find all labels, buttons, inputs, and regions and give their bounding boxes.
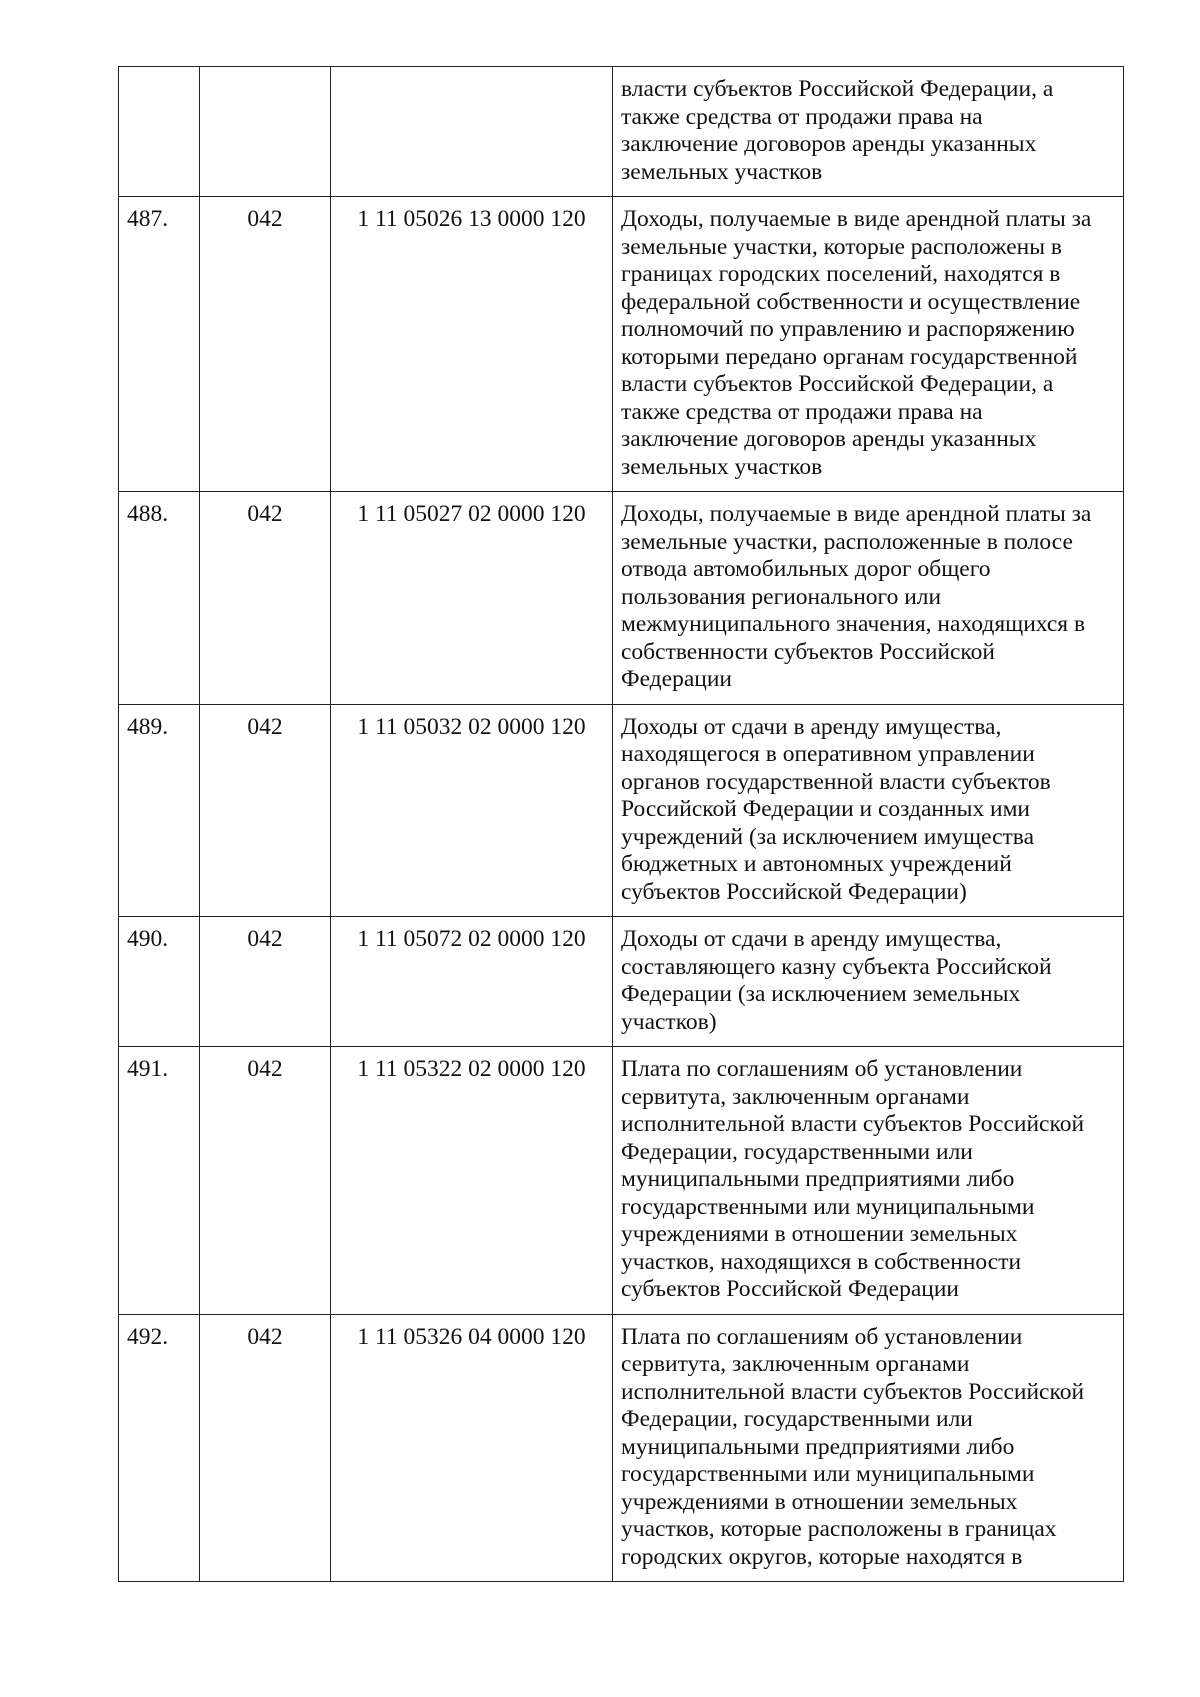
revenue-name-line: учреждениями в отношении земельных — [621, 1488, 1018, 1515]
revenue-name-line: федеральной собственности и осуществление — [621, 288, 1081, 315]
revenue-name-line: также средства от продажи права на — [621, 103, 983, 130]
revenue-name-line: Доходы от сдачи в аренду имущества, — [621, 713, 1002, 740]
revenue-name-line: исполнительной власти субъектов Российской — [621, 1378, 1085, 1405]
revenue-name-line: Плата по соглашениям об установлении — [621, 1323, 1023, 1350]
revenue-name-line: Федерации, государственными или — [621, 1138, 973, 1165]
revenue-name-line: субъектов Российской Федерации) — [621, 878, 967, 905]
revenue-name-line: органов государственной власти субъектов — [621, 768, 1051, 795]
admin-code: 042 — [200, 704, 331, 917]
table-row — [119, 704, 1124, 917]
revenue-name-line: государственными или муниципальными — [621, 1461, 1035, 1487]
admin-code: 042 — [200, 197, 331, 492]
revenue-name-line: Федерации, государственными или — [621, 1406, 973, 1432]
revenue-name-line: муниципальными предприятиями либо — [621, 1433, 1015, 1460]
revenue-name-line: собственности субъектов Российской — [621, 638, 995, 665]
revenue-name-line: бюджетных и автономных учреждений — [621, 851, 1012, 877]
revenue-name-line: также средства от продажи права на — [621, 398, 983, 425]
revenue-name-line: заключение договоров аренды указанных — [621, 131, 1037, 157]
row-number — [119, 67, 200, 197]
revenue-name-line: земельные участки, расположенные в полосе — [621, 528, 1073, 555]
revenue-name-line: власти субъектов Российской Федерации, а — [621, 371, 1054, 397]
revenue-name-line: Федерации — [621, 666, 732, 692]
revenue-name — [613, 67, 1124, 197]
revenue-name-line: Российской Федерации и созданных ими — [621, 796, 1031, 822]
table-row — [119, 492, 1124, 705]
revenue-name-line: земельных участков — [621, 453, 823, 480]
revenue-name-line: сервитута, заключенным органами — [621, 1083, 970, 1110]
admin-code: 042 — [200, 1314, 331, 1582]
budget-classification-code: 1 11 05026 13 0000 120 — [331, 197, 613, 492]
revenue-name-line: власти субъектов Российской Федерации, а — [621, 76, 1054, 102]
table-row — [119, 67, 1124, 197]
revenue-name-line: Доходы, получаемые в виде арендной платы за — [621, 206, 1092, 232]
row-number: 489. — [119, 704, 200, 917]
revenue-name-line: участков, находящихся в собственности — [621, 1248, 1022, 1275]
row-number: 490. — [119, 917, 200, 1047]
revenue-name-line: сервитута, заключенным органами — [621, 1351, 970, 1377]
revenue-name — [613, 704, 1124, 917]
revenue-name-line: Федерации (за исключением земельных — [621, 981, 1021, 1007]
revenue-name-line: учреждений (за исключением имущества — [621, 823, 1035, 850]
revenue-name-line: Доходы, получаемые в виде арендной платы за — [621, 501, 1092, 527]
row-number: 492. — [119, 1314, 200, 1582]
revenue-name-line: составляющего казну субъекта Российской — [621, 953, 1052, 980]
revenue-name-line: учреждениями в отношении земельных — [621, 1221, 1018, 1247]
admin-code: 042 — [200, 917, 331, 1047]
revenue-name — [613, 197, 1124, 492]
revenue-name — [613, 492, 1124, 705]
budget-classification-code: 1 11 05032 02 0000 120 — [331, 704, 613, 917]
revenue-name-line: Доходы от сдачи в аренду имущества, — [621, 926, 1002, 952]
revenue-name — [613, 1047, 1124, 1315]
revenue-name-line: пользования регионального или — [621, 583, 942, 610]
row-number: 488. — [119, 492, 200, 705]
revenue-name-line: участков, которые расположены в границах — [621, 1516, 1057, 1542]
budget-classification-code: 1 11 05326 04 0000 120 — [331, 1314, 613, 1582]
table-row — [119, 917, 1124, 1047]
revenue-name-line: границах городских поселений, находятся в — [621, 261, 1061, 287]
revenue-name-line: которыми передано органам государственной — [621, 343, 1078, 370]
table-body — [119, 67, 1124, 1582]
revenue-codes-table — [118, 66, 1124, 1582]
table-row — [119, 197, 1124, 492]
admin-code: 042 — [200, 1047, 331, 1315]
revenue-name-line: земельные участки, которые расположены в — [621, 233, 1063, 260]
revenue-name-line: заключение договоров аренды указанных — [621, 426, 1037, 452]
budget-classification-code: 1 11 05027 02 0000 120 — [331, 492, 613, 705]
revenue-name-line: Плата по соглашениям об установлении — [621, 1056, 1023, 1082]
row-number: 487. — [119, 197, 200, 492]
admin-code: 042 — [200, 492, 331, 705]
revenue-name-line: земельных участков — [621, 158, 823, 185]
revenue-name — [613, 917, 1124, 1047]
admin-code — [200, 67, 331, 197]
revenue-name-line: отвода автомобильных дорог общего — [621, 556, 991, 582]
revenue-name-line: исполнительной власти субъектов Российской — [621, 1111, 1085, 1137]
revenue-name-line: субъектов Российской Федерации — [621, 1276, 959, 1302]
revenue-name — [613, 1314, 1124, 1582]
table-row — [119, 1047, 1124, 1315]
revenue-name-line: полномочий по управлению и распоряжению — [621, 316, 1075, 342]
revenue-name-line: государственными или муниципальными — [621, 1193, 1035, 1220]
revenue-name-line: находящегося в оперативном управлении — [621, 741, 1035, 767]
budget-classification-code: 1 11 05322 02 0000 120 — [331, 1047, 613, 1315]
revenue-name-line: межмуниципального значения, находящихся в — [621, 611, 1086, 637]
row-number: 491. — [119, 1047, 200, 1315]
revenue-name-line: муниципальными предприятиями либо — [621, 1166, 1015, 1192]
budget-classification-code: 1 11 05072 02 0000 120 — [331, 917, 613, 1047]
revenue-name-line: городских округов, которые находятся в — [621, 1543, 1023, 1570]
revenue-name-line: участков) — [621, 1008, 717, 1035]
table-row — [119, 1314, 1124, 1582]
budget-classification-code — [331, 67, 613, 197]
